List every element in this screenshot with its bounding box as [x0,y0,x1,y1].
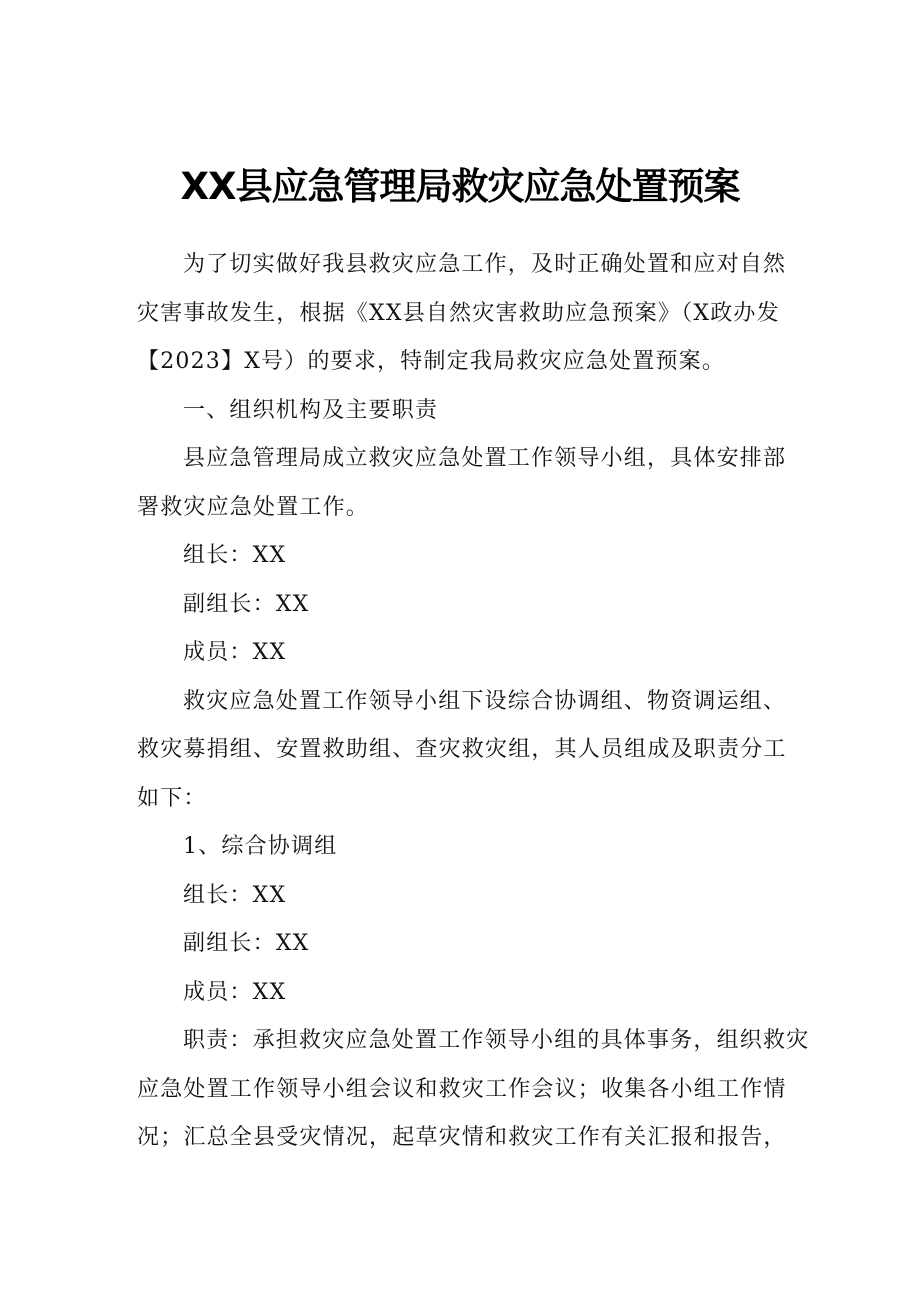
responsibility-line: 况；汇总全县受灾情况，起草灾情和救灾工作有关汇报和报告， [137,1125,787,1150]
paragraph-line: 灾害事故发生，根据《XX县自然灾害救助应急预案》（X政办发 [137,301,780,326]
members-line: 成员：XX [183,980,287,1005]
paragraph-line: 救灾募捐组、安置救助组、查灾救灾组，其人员组成及职责分工 [137,737,787,762]
responsibility-line: 职责：承担救灾应急处置工作领导小组的具体事务，组织救灾 [183,1028,810,1053]
section-heading: 一、组织机构及主要职责 [183,398,439,423]
deputy-leader-line: 副组长：XX [183,931,310,956]
deputy-leader-line: 副组长：XX [183,592,310,617]
paragraph-line: 县应急管理局成立救灾应急处置工作领导小组，具体安排部 [183,446,787,471]
responsibility-line: 应急处置工作领导小组会议和救灾工作会议；收集各小组工作情 [137,1077,787,1102]
document-title: XX县应急管理局救灾应急处置预案 [180,165,740,208]
paragraph-line: 为了切实做好我县救灾应急工作，及时正确处置和应对自然 [183,252,787,277]
leader-line: 组长：XX [183,883,287,908]
paragraph-line: 署救灾应急处置工作。 [137,495,370,520]
paragraph-line: 【2023】X号）的要求，特制定我局救灾应急处置预案。 [137,349,726,374]
paragraph-line: 救灾应急处置工作领导小组下设综合协调组、物资调运组、 [183,689,787,714]
members-line: 成员：XX [183,640,287,665]
leader-line: 组长：XX [183,543,287,568]
subsection-heading: 1、综合协调组 [183,834,338,859]
paragraph-line: 如下： [137,786,207,811]
